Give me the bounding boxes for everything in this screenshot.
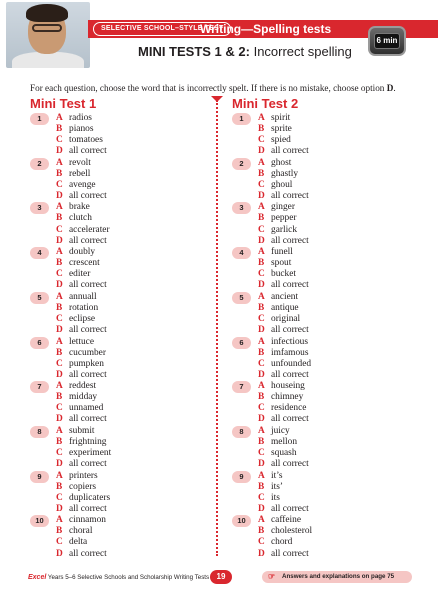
option-letter: D xyxy=(56,146,63,157)
option-letter: D xyxy=(258,235,265,246)
answer-option[interactable] xyxy=(56,493,110,504)
answer-option[interactable] xyxy=(56,314,95,325)
answer-option[interactable] xyxy=(258,370,309,381)
answer-option[interactable] xyxy=(56,325,107,336)
option-word: clutch xyxy=(69,213,92,224)
answer-option[interactable] xyxy=(56,124,93,135)
answer-option[interactable] xyxy=(258,180,292,191)
option-word: all correct xyxy=(271,503,309,514)
option-word: all correct xyxy=(271,459,309,470)
option-word: annuall xyxy=(69,291,97,302)
answer-option[interactable] xyxy=(258,392,303,403)
question-number: 3 xyxy=(30,202,49,214)
question-number: 2 xyxy=(232,158,251,170)
option-word: duplicaters xyxy=(69,492,111,503)
option-letter: B xyxy=(56,302,63,313)
option-letter: B xyxy=(258,481,265,492)
question-number: 4 xyxy=(232,247,251,259)
option-letter: A xyxy=(258,291,265,302)
option-letter: B xyxy=(258,124,265,135)
question-number: 7 xyxy=(232,381,251,393)
answers-reference xyxy=(262,571,412,583)
option-letter: C xyxy=(56,224,63,235)
answer-option[interactable] xyxy=(56,169,90,180)
option-letter: B xyxy=(56,347,63,358)
option-letter: A xyxy=(258,381,265,392)
answer-option[interactable] xyxy=(56,191,107,202)
option-letter: A xyxy=(258,425,265,436)
option-word: all correct xyxy=(69,325,107,336)
answer-option[interactable] xyxy=(56,158,91,169)
subtitle-rest: Incorrect spelling xyxy=(249,44,352,59)
question-number: 9 xyxy=(232,471,251,483)
option-word: cholesterol xyxy=(271,526,313,537)
answer-option[interactable] xyxy=(56,135,103,146)
answer-option[interactable] xyxy=(258,381,305,392)
option-letter: C xyxy=(258,313,265,324)
answer-option[interactable] xyxy=(56,269,90,280)
student-photo xyxy=(6,2,90,68)
answer-option[interactable] xyxy=(56,292,97,303)
answer-option[interactable] xyxy=(56,537,87,548)
option-word: all correct xyxy=(69,459,107,470)
option-letter: A xyxy=(258,113,265,123)
option-letter: C xyxy=(258,358,265,369)
option-letter: B xyxy=(56,481,63,492)
question-number: 6 xyxy=(30,337,49,349)
option-word: frightning xyxy=(69,436,107,447)
answer-option[interactable] xyxy=(56,337,94,348)
answer-option[interactable] xyxy=(258,337,308,348)
option-letter: D xyxy=(56,235,63,246)
option-word: residence xyxy=(271,403,307,414)
answer-option[interactable] xyxy=(258,459,309,470)
answer-option[interactable] xyxy=(56,303,98,314)
option-letter: B xyxy=(258,213,265,224)
answer-option[interactable] xyxy=(258,158,291,169)
answer-option[interactable] xyxy=(258,426,290,437)
answer-option[interactable] xyxy=(56,482,96,493)
option-letter: D xyxy=(258,503,265,514)
option-letter: C xyxy=(258,492,265,503)
option-word: accelerater xyxy=(69,224,110,235)
option-word: all correct xyxy=(271,548,309,559)
option-letter: B xyxy=(56,124,63,135)
option-letter: B xyxy=(258,258,265,269)
option-letter: D xyxy=(56,190,63,201)
answer-option[interactable] xyxy=(56,549,107,560)
footer-book-title xyxy=(28,574,209,581)
answer-option[interactable] xyxy=(258,314,300,325)
answer-option[interactable] xyxy=(258,403,306,414)
option-word: bucket xyxy=(271,269,296,280)
option-word: caffeine xyxy=(271,515,302,526)
option-word: crescent xyxy=(69,258,100,269)
option-letter: D xyxy=(56,369,63,380)
answer-option[interactable] xyxy=(56,236,107,247)
option-word: copiers xyxy=(69,481,97,492)
option-word: all correct xyxy=(271,235,309,246)
option-word: all correct xyxy=(69,280,107,291)
option-word: all correct xyxy=(69,190,107,201)
option-word: garlick xyxy=(271,224,298,235)
instructions xyxy=(30,83,430,94)
answer-option[interactable] xyxy=(258,504,309,515)
option-word: sprite xyxy=(271,124,292,135)
answer-option[interactable] xyxy=(56,414,107,425)
page-number: 19 xyxy=(210,570,232,584)
option-letter: C xyxy=(56,313,63,324)
question-number: 10 xyxy=(30,515,49,527)
option-letter: D xyxy=(258,548,265,559)
answer-option[interactable] xyxy=(56,471,98,482)
option-letter: B xyxy=(56,526,63,537)
answer-option[interactable] xyxy=(258,359,311,370)
option-word: antique xyxy=(271,302,299,313)
option-letter: A xyxy=(56,291,63,302)
option-word: its xyxy=(271,492,280,503)
answer-option[interactable] xyxy=(258,135,291,146)
option-word: all correct xyxy=(271,414,309,425)
option-word: spout xyxy=(271,258,292,269)
answer-option[interactable] xyxy=(56,348,106,359)
answer-option[interactable] xyxy=(56,448,111,459)
subtitle-bold: MINI TESTS 1 & 2: xyxy=(138,44,250,59)
answer-option[interactable] xyxy=(258,280,309,291)
option-letter: A xyxy=(56,202,63,213)
photo-hair xyxy=(26,4,68,22)
answer-option[interactable] xyxy=(258,348,309,359)
mini-test-1-title: Mini Test 1 xyxy=(30,96,97,111)
instructions-text: For each question, choose the word that is incorrectly spelt. If there is no mistake, choose option xyxy=(30,83,387,93)
option-word: rotation xyxy=(69,302,99,313)
answer-option[interactable] xyxy=(258,414,309,425)
option-word: all correct xyxy=(271,325,309,336)
option-letter: C xyxy=(56,135,63,146)
option-word: all correct xyxy=(69,369,107,380)
option-word: all correct xyxy=(69,235,107,246)
answer-option[interactable] xyxy=(258,493,280,504)
option-letter: D xyxy=(258,280,265,291)
option-word: cucumber xyxy=(69,347,106,358)
section-title: Writing—Spelling tests xyxy=(200,22,332,36)
option-word: all correct xyxy=(271,280,309,291)
answer-option[interactable] xyxy=(258,303,299,314)
option-word: ginger xyxy=(271,202,295,213)
option-letter: B xyxy=(56,392,63,403)
column-divider xyxy=(216,100,218,556)
option-word: ancient xyxy=(271,291,299,302)
option-word: reddest xyxy=(69,381,97,392)
option-word: all correct xyxy=(69,548,107,559)
option-word: printers xyxy=(69,470,98,481)
option-letter: D xyxy=(258,190,265,201)
option-letter: A xyxy=(258,202,265,213)
answer-option[interactable] xyxy=(258,146,309,157)
option-letter: B xyxy=(56,168,63,179)
question-number: 1 xyxy=(30,113,49,125)
answer-option[interactable] xyxy=(258,124,292,135)
option-letter: C xyxy=(56,448,63,459)
option-word: all correct xyxy=(271,190,309,201)
option-letter: A xyxy=(258,470,265,481)
question-number: 1 xyxy=(232,113,251,125)
option-letter: A xyxy=(258,157,265,168)
option-letter: C xyxy=(56,537,63,548)
timer-label: 6 min xyxy=(374,33,400,49)
answer-option[interactable] xyxy=(56,459,107,470)
option-word: imfamous xyxy=(271,347,309,358)
option-word: infectious xyxy=(271,336,308,347)
answer-option[interactable] xyxy=(56,146,107,157)
option-word: it’s xyxy=(271,470,283,481)
answer-option[interactable] xyxy=(258,213,297,224)
question-number: 7 xyxy=(30,381,49,393)
answer-option[interactable] xyxy=(258,225,297,236)
option-word: avenge xyxy=(69,179,96,190)
option-letter: B xyxy=(258,347,265,358)
option-letter: D xyxy=(258,325,265,336)
instructions-end: . xyxy=(393,83,396,93)
option-letter: C xyxy=(56,492,63,503)
option-word: all correct xyxy=(69,414,107,425)
question-number: 5 xyxy=(30,292,49,304)
option-word: rebell xyxy=(69,168,91,179)
answer-option[interactable] xyxy=(258,292,298,303)
answer-option[interactable] xyxy=(56,359,104,370)
answer-option[interactable] xyxy=(56,403,103,414)
option-word: chimney xyxy=(271,392,304,403)
option-letter: C xyxy=(258,179,265,190)
option-word: pepper xyxy=(271,213,297,224)
option-letter: B xyxy=(258,302,265,313)
option-word: chord xyxy=(271,537,293,548)
option-letter: A xyxy=(258,515,265,526)
footer-book: Years 5–6 Selective Schools and Scholarship Writing Tests xyxy=(46,574,210,581)
option-letter: C xyxy=(56,403,63,414)
option-letter: C xyxy=(258,224,265,235)
timer-icon xyxy=(368,26,406,56)
answer-option[interactable] xyxy=(56,258,100,269)
option-word: ghastly xyxy=(271,168,299,179)
option-letter: C xyxy=(258,403,265,414)
option-letter: B xyxy=(56,213,63,224)
answer-option[interactable] xyxy=(56,180,96,191)
answer-option[interactable] xyxy=(258,258,291,269)
answer-option[interactable] xyxy=(258,515,301,526)
option-word: pianos xyxy=(69,124,94,135)
answer-option[interactable] xyxy=(258,482,283,493)
answer-option[interactable] xyxy=(56,515,106,526)
instructions-option: D xyxy=(386,83,394,93)
option-word: spirit xyxy=(271,113,291,123)
option-word: all correct xyxy=(271,369,309,380)
option-word: doubly xyxy=(69,247,96,258)
option-word: houseing xyxy=(271,381,305,392)
option-letter: A xyxy=(56,247,63,258)
answer-option[interactable] xyxy=(258,549,309,560)
option-word: radios xyxy=(69,113,92,123)
option-word: experiment xyxy=(69,448,112,459)
answer-option[interactable] xyxy=(56,437,107,448)
answer-option[interactable] xyxy=(258,113,290,124)
option-word: tomatoes xyxy=(69,135,103,146)
option-letter: C xyxy=(258,537,265,548)
option-letter: D xyxy=(258,146,265,157)
answer-option[interactable] xyxy=(56,381,96,392)
answer-option[interactable] xyxy=(56,526,92,537)
option-letter: D xyxy=(56,459,63,470)
option-letter: D xyxy=(56,503,63,514)
answer-option[interactable] xyxy=(258,202,295,213)
option-letter: C xyxy=(258,269,265,280)
arrow-icon: ☞ xyxy=(268,572,276,581)
answer-option[interactable] xyxy=(56,280,107,291)
question-number: 6 xyxy=(232,337,251,349)
answer-option[interactable] xyxy=(258,325,309,336)
answer-option[interactable] xyxy=(56,504,107,515)
option-word: brake xyxy=(69,202,90,213)
answer-option[interactable] xyxy=(258,236,309,247)
option-letter: D xyxy=(56,280,63,291)
answer-option[interactable] xyxy=(258,537,292,548)
option-word: all correct xyxy=(69,503,107,514)
answer-option[interactable] xyxy=(56,113,92,124)
answer-option[interactable] xyxy=(56,426,95,437)
option-word: lettuce xyxy=(69,336,94,347)
option-letter: C xyxy=(258,135,265,146)
option-letter: D xyxy=(56,325,63,336)
option-letter: B xyxy=(56,258,63,269)
option-word: ghoul xyxy=(271,179,293,190)
option-word: all correct xyxy=(271,146,309,157)
option-word: delta xyxy=(69,537,88,548)
option-word: revolt xyxy=(69,157,91,168)
question-number: 3 xyxy=(232,202,251,214)
option-letter: A xyxy=(56,381,63,392)
option-letter: D xyxy=(258,459,265,470)
option-word: submit xyxy=(69,425,95,436)
option-word: unnamed xyxy=(69,403,104,414)
option-letter: B xyxy=(258,436,265,447)
question-number: 2 xyxy=(30,158,49,170)
option-word: its’ xyxy=(271,481,283,492)
option-word: editer xyxy=(69,269,91,280)
question-number: 8 xyxy=(30,426,49,438)
option-letter: B xyxy=(258,526,265,537)
answer-option[interactable] xyxy=(56,225,110,236)
question-number: 8 xyxy=(232,426,251,438)
option-word: eclipse xyxy=(69,313,96,324)
answer-option[interactable] xyxy=(258,269,296,280)
option-word: squash xyxy=(271,448,297,459)
option-word: original xyxy=(271,313,301,324)
question-number: 5 xyxy=(232,292,251,304)
option-letter: D xyxy=(56,414,63,425)
option-word: midday xyxy=(69,392,98,403)
option-letter: A xyxy=(56,113,63,123)
answer-option[interactable] xyxy=(56,202,90,213)
option-letter: D xyxy=(258,414,265,425)
option-word: mellon xyxy=(271,436,298,447)
photo-glasses xyxy=(32,24,62,32)
answer-option[interactable] xyxy=(56,392,97,403)
option-letter: B xyxy=(258,392,265,403)
option-letter: B xyxy=(258,168,265,179)
option-word: pumpken xyxy=(69,358,104,369)
option-word: cinnamon xyxy=(69,515,106,526)
photo-shirt xyxy=(12,52,84,68)
option-letter: A xyxy=(56,470,63,481)
option-letter: A xyxy=(56,336,63,347)
option-word: choral xyxy=(69,526,93,537)
option-letter: A xyxy=(258,336,265,347)
answer-option[interactable] xyxy=(258,448,297,459)
answer-option[interactable] xyxy=(258,471,282,482)
option-letter: D xyxy=(56,548,63,559)
option-word: ghost xyxy=(271,157,292,168)
footer-brand: Excel xyxy=(28,574,47,581)
option-letter: D xyxy=(258,369,265,380)
option-letter: C xyxy=(56,358,63,369)
question-number: 4 xyxy=(30,247,49,259)
answer-option[interactable] xyxy=(258,526,312,537)
option-letter: C xyxy=(56,179,63,190)
answer-option[interactable] xyxy=(258,247,293,258)
option-letter: A xyxy=(258,247,265,258)
answer-option[interactable] xyxy=(56,370,107,381)
page-header xyxy=(0,0,438,70)
answer-option[interactable] xyxy=(258,191,309,202)
option-letter: A xyxy=(56,157,63,168)
option-letter: A xyxy=(56,515,63,526)
answer-option[interactable] xyxy=(56,213,92,224)
option-word: spied xyxy=(271,135,291,146)
option-letter: B xyxy=(56,436,63,447)
answer-option[interactable] xyxy=(258,437,297,448)
option-word: unfounded xyxy=(271,358,312,369)
option-word: all correct xyxy=(69,146,107,157)
test-type-badge: SELECTIVE SCHOOL–STYLE TEST xyxy=(93,22,231,36)
answer-option[interactable] xyxy=(56,247,95,258)
answer-option[interactable] xyxy=(258,169,298,180)
option-letter: A xyxy=(56,425,63,436)
question-number: 9 xyxy=(30,471,49,483)
option-word: juicy xyxy=(271,425,290,436)
option-word: funell xyxy=(271,247,293,258)
page-subtitle xyxy=(138,44,352,59)
answers-text: Answers and explanations on page 75 xyxy=(282,573,395,580)
mini-test-2-title: Mini Test 2 xyxy=(232,96,299,111)
question-number: 10 xyxy=(232,515,251,527)
option-letter: C xyxy=(258,448,265,459)
option-letter: C xyxy=(56,269,63,280)
